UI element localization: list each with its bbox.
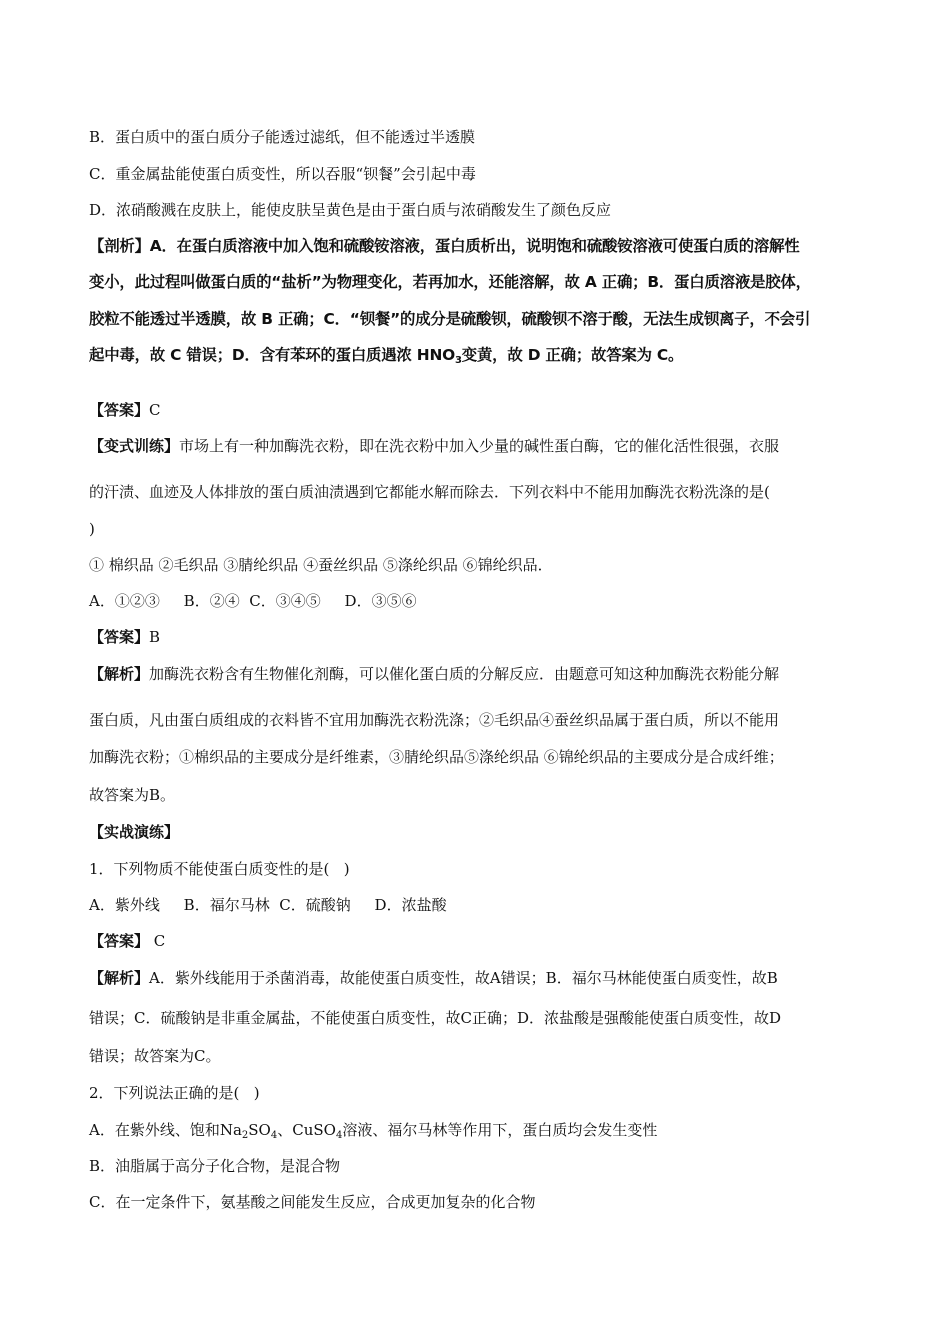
q2-a-text-4: 溶液、福尔马林等作用下，蛋白质均会发生变性 bbox=[342, 1121, 658, 1139]
question-1-options: A．紫外线 B．福尔马林 C．硫酸钠 D．浓盐酸 bbox=[89, 896, 447, 914]
question-2-option-b: B．油脂属于高分子化合物，是混合物 bbox=[89, 1157, 341, 1175]
answer-1-value: C bbox=[149, 401, 161, 419]
explain-2-tag: 【解析】 bbox=[89, 665, 150, 683]
question-1: 1．下列物质不能使蛋白质变性的是( ) bbox=[89, 860, 350, 878]
q2-a-sub-1: 2 bbox=[241, 1130, 249, 1141]
answer-1 bbox=[89, 400, 161, 420]
variant-text-1: 市场上有一种加酶洗衣粉，即在洗衣粉中加入少量的碱性蛋白酶，它的催化活性很强，衣服 bbox=[179, 437, 780, 455]
variant-line-2: 的汗渍、血迹及人体排放的蛋白质油渍遇到它都能水解而除去．下列衣料中不能用加酶洗衣粉洗涤的是( bbox=[89, 483, 770, 501]
variant-tag: 【变式训练】 bbox=[89, 437, 180, 455]
analysis-line-1 bbox=[89, 236, 799, 256]
explain-2-line-1 bbox=[89, 664, 779, 684]
option-d-line: D．浓硝酸溅在皮肤上，能使皮肤呈黄色是由于蛋白质与浓硝酸发生了颜色反应 bbox=[89, 201, 612, 219]
analysis-subscript: 3 bbox=[455, 355, 462, 366]
answer-2-tag: 【答案】 bbox=[89, 628, 150, 646]
explain-3-line-3: 错误；故答案为C。 bbox=[89, 1047, 221, 1065]
analysis-tag: 【剖析】 bbox=[89, 237, 150, 255]
analysis-line-4 bbox=[89, 345, 683, 365]
variant-items: ① 棉织品 ②毛织品 ③腈纶织品 ④蚕丝织品 ⑤涤纶织品 ⑥锦纶织品． bbox=[89, 556, 553, 574]
practice-tag: 【实战演练】 bbox=[89, 823, 180, 841]
answer-3-value: C bbox=[149, 932, 166, 950]
explain-2-line-3: 加酶洗衣粉；①棉织品的主要成分是纤维素，③腈纶织品⑤涤纶织品 ⑥锦纶织品的主要成分是合成纤维； bbox=[89, 748, 784, 766]
answer-3 bbox=[89, 931, 165, 951]
answer-1-tag: 【答案】 bbox=[89, 401, 150, 419]
analysis-line-2: 变小，此过程叫做蛋白质的“盐析”为物理变化，若再加水，还能溶解，故 A 正确；B．蛋白质溶液是胶体， bbox=[89, 273, 811, 291]
explain-2-line-4: 故答案为B。 bbox=[89, 786, 176, 804]
explain-3-text-1: A．紫外线能用于杀菌消毒，故能使蛋白质变性，故A错误；B．福尔马林能使蛋白质变性，故B bbox=[149, 969, 778, 987]
q2-a-text-2: SO bbox=[248, 1121, 271, 1139]
option-c-line: C．重金属盐能使蛋白质变性，所以吞服“钡餐”会引起中毒 bbox=[89, 165, 476, 183]
variant-options: A．①②③ B．②④ C．③④⑤ D．③⑤⑥ bbox=[89, 592, 417, 610]
answer-2-value: B bbox=[149, 628, 161, 646]
analysis-text-1: A．在蛋白质溶液中加入饱和硫酸铵溶液，蛋白质析出，说明饱和硫酸铵溶液可使蛋白质的溶解性 bbox=[149, 237, 800, 255]
option-b-line: B．蛋白质中的蛋白质分子能透过滤纸，但不能透过半透膜 bbox=[89, 128, 476, 146]
explain-2-line-2: 蛋白质，凡由蛋白质组成的衣料皆不宜用加酶洗衣粉洗涤；②毛织品④蚕丝织品属于蛋白质，所以不能用 bbox=[89, 711, 780, 729]
analysis-text-4a: 起中毒，故 C 错误；D．含有苯环的蛋白质遇浓 HNO bbox=[89, 346, 456, 364]
answer-3-tag: 【答案】 bbox=[89, 932, 150, 950]
q2-a-text-1: A．在紫外线、饱和Na bbox=[89, 1121, 242, 1139]
explain-3-line-2: 错误；C．硫酸钠是非重金属盐，不能使蛋白质变性，故C正确；D．浓盐酸是强酸能使蛋白质变性，故D bbox=[89, 1009, 782, 1027]
analysis-line-3: 胶粒不能透过半透膜，故 B 正确；C．“钡餐”的成分是硫酸钡，硫酸钡不溶于酸，无法生成钡离子，不会引 bbox=[89, 310, 811, 328]
question-2-option-a bbox=[89, 1120, 657, 1140]
q2-a-text-3: 、CuSO bbox=[277, 1121, 336, 1139]
question-2-option-c: C．在一定条件下，氨基酸之间能发生反应，合成更加复杂的化合物 bbox=[89, 1193, 536, 1211]
question-2: 2．下列说法正确的是( ) bbox=[89, 1084, 260, 1102]
variant-line-1 bbox=[89, 436, 779, 456]
analysis-text-4b: 变黄，故 D 正确；故答案为 C。 bbox=[461, 346, 684, 364]
q2-a-sub-2: 4 bbox=[270, 1130, 278, 1141]
variant-line-3: ) bbox=[89, 520, 95, 538]
answer-2 bbox=[89, 627, 160, 647]
explain-2-text-1: 加酶洗衣粉含有生物催化剂酶，可以催化蛋白质的分解反应．由题意可知这种加酶洗衣粉能分解 bbox=[149, 665, 780, 683]
explain-3-line-1 bbox=[89, 968, 778, 988]
explain-3-tag: 【解析】 bbox=[89, 969, 150, 987]
q2-a-sub-3: 4 bbox=[335, 1130, 343, 1141]
